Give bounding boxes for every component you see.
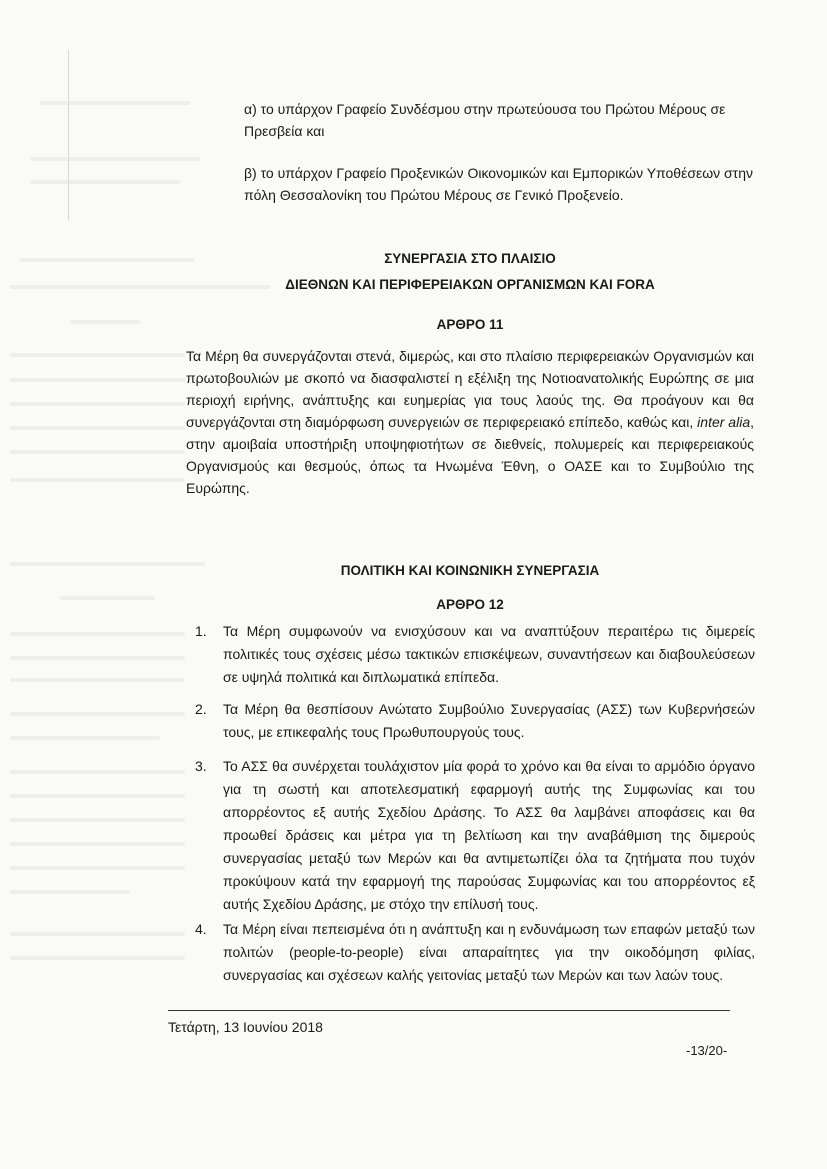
section-heading — [190, 246, 750, 298]
binder-shadow — [68, 50, 69, 220]
list-item-number: 2. — [195, 701, 207, 717]
clause-b — [244, 162, 764, 206]
bleed-through-mark — [10, 562, 205, 566]
article-11-paragraph — [186, 345, 754, 499]
bleed-through-mark — [10, 712, 185, 716]
clause-a — [244, 98, 764, 142]
footer-divider — [168, 1010, 730, 1011]
list-item — [195, 620, 755, 690]
bleed-through-mark — [10, 450, 185, 454]
bleed-through-mark — [10, 353, 185, 357]
list-item — [195, 918, 755, 1010]
article-title: ΑΡΘΡΟ 11 — [436, 317, 504, 332]
section-heading-line: ΔΙΕΘΝΩΝ ΚΑΙ ΠΕΡΙΦΕΡΕΙΑΚΩΝ ΟΡΓΑΝΙΣΜΩΝ ΚΑΙ FORA — [285, 277, 655, 292]
section-heading: ΠΟΛΙΤΙΚΗ ΚΑΙ ΚΟΙΝΩΝΙΚΗ ΣΥΝΕΡΓΑΣΙΑ — [340, 563, 600, 578]
paragraph-italic-text: inter alia — [697, 414, 751, 430]
bleed-through-mark — [20, 258, 195, 262]
bleed-through-mark — [10, 818, 185, 822]
bleed-through-mark — [30, 180, 180, 184]
bleed-through-mark — [10, 632, 185, 636]
bleed-through-mark — [10, 478, 185, 482]
list-item-text: Τα Μέρη συμφωνούν να ενισχύσουν και να αναπτύξουν περαιτέρω τις διμερείς πολιτικές τους σχέσεις μέσω τακτικών επισκέψεων, συναντήσεων και διαβουλεύσεων σε υψηλά πολιτικά και διπλωματικά επίπεδα. — [223, 623, 755, 685]
bleed-through-mark — [10, 402, 185, 406]
bleed-through-mark — [10, 932, 185, 936]
list-item-number: 4. — [195, 921, 207, 937]
section-heading-line: ΣΥΝΕΡΓΑΣΙΑ ΣΤΟ ΠΛΑΙΣΙΟ — [384, 251, 556, 266]
bleed-through-mark — [60, 596, 155, 600]
list-item-text: Το ΑΣΣ θα συνέρχεται τουλάχιστον μία φορά το χρόνο και θα είναι το αρμόδιο όργανο για τη σωστή και αποτελεσματική εφαρμογή αυτής της Συμφωνίας και του απορρέοντος εξ αυτής Σχεδίου Δράσης. Το ΑΣΣ θα λαμβάνει αποφάσεις και θα προωθεί δράσεις και μέτρα για τη βελτίωση και την αναβάθμιση της διμερούς συνεργασίας μεταξύ των Μερών και θα αντιμετωπίζει όλα τα ζητήματα που τυχόν προκύψουν κατά την εφαρμογή της παρούσας Συμφωνίας και του απορρέοντος εξ αυτής Σχεδίου Δράσης, με στόχο την επίλυσή τους. — [223, 758, 755, 912]
bleed-through-mark — [10, 794, 185, 798]
clause-b-text: β) το υπάρχον Γραφείο Προξενικών Οικονομικών και Εμπορικών Υποθέσεων στην πόλη Θεσσαλονίκη του Πρώτου Μέρους σε Γενικό Προξενείο. — [244, 165, 753, 203]
list-item — [195, 698, 755, 746]
bleed-through-mark — [10, 770, 185, 774]
clause-a-text: α) το υπάρχον Γραφείο Συνδέσμου στην πρωτεύουσα του Πρώτου Μέρους σε Πρεσβεία και — [244, 101, 726, 139]
bleed-through-mark — [70, 320, 140, 324]
paragraph-text: Τα Μέρη θα συνεργάζονται στενά, διμερώς, και στο πλαίσιο περιφερειακών Οργανισμών και πρωτοβουλιών με σκοπό να διασφαλιστεί η εξέλιξη της Νοτιοανατολικής Ευρώπης σε μια περιοχή ειρήνης, ανάπτυξης και ευημερίας για τους λαούς της. Θα προάγουν και θα συνεργάζονται στη διαμόρφωση συνεργειών σε περιφερειακό επίπεδο, καθώς και, — [186, 348, 754, 430]
list-item — [195, 755, 755, 917]
bleed-through-mark — [10, 426, 185, 430]
bleed-through-mark — [10, 378, 185, 382]
bleed-through-mark — [10, 678, 185, 682]
list-item-text: Τα Μέρη είναι πεπεισμένα ότι η ανάπτυξη και η ενδυνάμωση των επαφών μεταξύ των πολιτών (people-to-people) είναι απαραίτητες για την οικοδόμηση φιλίας, συνεργασίας και σχέσεων καλής γειτονίας μεταξύ των Μερών και των λαών τους. — [223, 921, 755, 983]
page-number: -13/20- — [686, 1043, 728, 1058]
list-item-text: Τα Μέρη θα θεσπίσουν Ανώτατο Συμβούλιο Συνεργασίας (ΑΣΣ) των Κυβερνήσεών τους, με επικεφαλής τους Πρωθυπουργούς τους. — [223, 701, 755, 740]
list-item-number: 1. — [195, 623, 207, 639]
bleed-through-mark — [10, 890, 130, 894]
bleed-through-mark — [30, 157, 200, 161]
article-title: ΑΡΘΡΟ 12 — [436, 597, 504, 612]
paragraph-text: , στην αμοιβαία υποστήριξη υποψηφιοτήτων σε διεθνείς, πολυμερείς και περιφερειακούς Οργανισμούς και θεσμούς, όπως τα Ηνωμένα Έθνη, ο ΟΑΣΕ και το Συμβούλιο της Ευρώπης. — [186, 414, 754, 496]
bleed-through-mark — [10, 956, 185, 960]
footer-date: Τετάρτη, 13 Ιουνίου 2018 — [168, 1019, 323, 1035]
list-item-number: 3. — [195, 758, 207, 774]
bleed-through-mark — [10, 656, 185, 660]
bleed-through-mark — [10, 866, 185, 870]
bleed-through-mark — [40, 101, 190, 105]
bleed-through-mark — [10, 736, 160, 740]
bleed-through-mark — [10, 842, 185, 846]
